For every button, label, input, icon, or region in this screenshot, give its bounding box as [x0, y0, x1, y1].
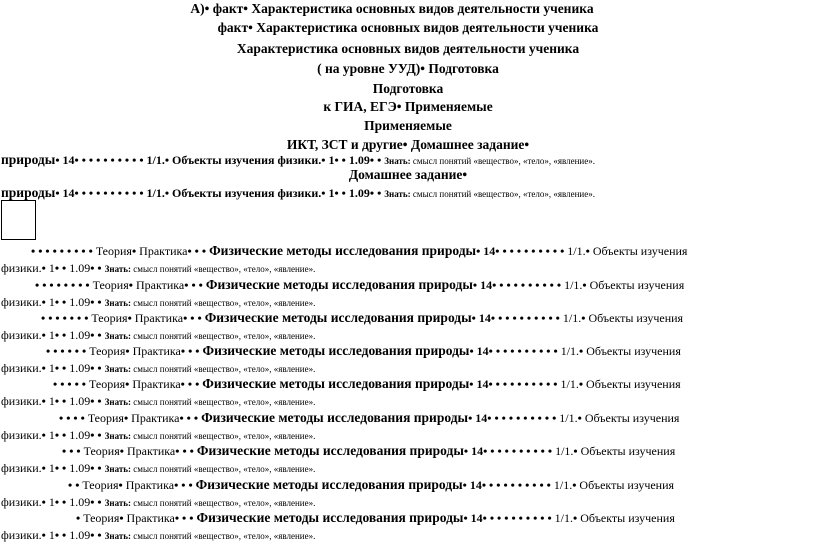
objects-label: Объекты изучения	[580, 511, 675, 525]
hours-count: 14	[469, 478, 482, 492]
lesson-row-line1: • • • • • • • Теория• Практика• • • Физические методы исследования природы• 14• • • • • • • • • • 1/1.• Объекты изучения	[41, 310, 684, 325]
lesson-row-line1: • • • Теория• Практика• • • Физические методы исследования природы• 14• • • • • • • • • • 1/1.• Объекты изучения	[62, 443, 676, 458]
practice-label: Практика	[132, 344, 181, 358]
lead-dots: • • • • • •	[46, 344, 87, 358]
know-note: Знать: смысл понятий «вещество», «тело», «явление».	[384, 156, 595, 166]
lead-dots: • • • • • • • •	[35, 278, 90, 292]
count-one: 1	[48, 328, 55, 342]
count-one: 1	[48, 261, 55, 275]
know-note: Знать: смысл понятий «вещество», «тело», «явление».	[104, 298, 316, 308]
lesson-date: 1.09	[69, 394, 91, 408]
objects-label: Объекты изучения	[584, 411, 680, 425]
lesson-row-line2: физики.• 1• • 1.09• • Знать: смысл понятий «вещество», «тело», «явление».	[1, 495, 316, 509]
practice-label: Практика	[126, 511, 175, 525]
hours-count: 14	[483, 244, 496, 258]
method-title: Физические методы исследования природы	[196, 443, 464, 458]
objects-label: Объекты изучения	[586, 377, 681, 391]
header-line-3: Характеристика основных видов деятельности ученика	[236, 41, 580, 56]
lead-dots: • • •	[62, 444, 81, 458]
physics-label: физики.	[1, 461, 42, 475]
method-title: Физические методы исследования природы	[209, 243, 477, 258]
physics-label: физики.	[1, 261, 42, 275]
lesson-date: 1.09	[69, 528, 91, 542]
physics-label: физики.	[1, 495, 42, 509]
lesson-date: 1.09	[69, 295, 91, 309]
practice-label: Практика	[125, 478, 175, 492]
count-one: 1	[48, 394, 55, 408]
hours-count: 14	[475, 411, 488, 425]
lesson-row-line2: физики.• 1• • 1.09• • Знать: смысл понятий «вещество», «тело», «явление».	[1, 428, 316, 442]
objects-label: Объекты изучения	[588, 311, 684, 325]
empty-frame	[1, 200, 36, 240]
priroda-label: природы	[1, 185, 56, 200]
lesson-row-line1: • Теория• Практика• • • Физические методы исследования природы• 14• • • • • • • • • • 1/1.• Объекты изучения	[76, 510, 675, 525]
lead-dots: •	[76, 511, 81, 525]
lesson-row-line1: • • • • • • Теория• Практика• • • Физические методы исследования природы• 14• • • • • • • • • • 1/1.• Объекты изучения	[46, 343, 681, 358]
objects-label: Объекты изучения	[586, 344, 681, 358]
hours-count: 14	[476, 377, 489, 391]
lesson-fraction: 1/1.	[559, 411, 578, 425]
priroda-line-2	[1, 185, 595, 202]
know-note: Знать: смысл понятий «вещество», «тело», «явление».	[104, 264, 316, 274]
lesson-fraction: 1/1.	[554, 511, 574, 525]
practice-label: Практика	[131, 411, 180, 425]
know-note: Знать: смысл понятий «вещество», «тело», «явление».	[104, 498, 316, 508]
lesson-date: 1.09	[69, 328, 91, 342]
practice-label: Практика	[132, 377, 181, 391]
know-note: Знать: смысл понятий «вещество», «тело», «явление».	[104, 364, 316, 374]
objects-label: Объекты изучения	[580, 444, 676, 458]
practice-label: Практика	[139, 244, 188, 258]
count-one: 1	[48, 361, 55, 375]
lesson-row-line2: физики.• 1• • 1.09• • Знать: смысл понятий «вещество», «тело», «явление».	[1, 295, 316, 309]
lead-dots: • • • •	[59, 411, 85, 425]
practice-label: Практика	[135, 278, 185, 292]
method-title: Физические методы исследования природы	[205, 277, 473, 292]
practice-label: Практика	[134, 311, 184, 325]
priroda-mid: • 14• • • • • • • • • • 1/1.• Объекты изучения физики.• 1• • 1.09• •	[55, 186, 382, 200]
lesson-row-line2: физики.• 1• • 1.09• • Знать: смысл понятий «вещество», «тело», «явление».	[1, 328, 316, 342]
method-title: Физические методы исследования природы	[201, 410, 469, 425]
theory-label: Теория	[83, 511, 120, 525]
hours-count: 14	[480, 278, 493, 292]
priroda-label: природы	[1, 152, 56, 167]
method-title: Физические методы исследования природы	[202, 376, 470, 391]
count-one: 1	[48, 428, 55, 442]
lesson-date: 1.09	[69, 261, 91, 275]
hours-count: 14	[471, 444, 484, 458]
method-title: Физические методы исследования природы	[195, 477, 463, 492]
objects-label: Объекты изучения	[592, 244, 688, 258]
method-title: Физические методы исследования природы	[204, 310, 472, 325]
lesson-date: 1.09	[69, 361, 91, 375]
objects-label: Объекты изучения	[579, 478, 675, 492]
method-title: Физические методы исследования природы	[202, 343, 470, 358]
hours-count: 14	[470, 511, 483, 525]
hours-count: 14	[476, 344, 489, 358]
header-line-4: ( на уровне УУД)• Подготовка	[317, 61, 499, 76]
theory-label: Теория	[92, 278, 129, 292]
lesson-date: 1.09	[69, 428, 91, 442]
lesson-date: 1.09	[69, 495, 91, 509]
priroda-mid: • 14• • • • • • • • • • 1/1.• Объекты изучения физики.• 1• • 1.09• •	[55, 153, 382, 167]
know-note: Знать: смысл понятий «вещество», «тело», «явление».	[384, 189, 595, 199]
lesson-row-line2: физики.• 1• • 1.09• • Знать: смысл понятий «вещество», «тело», «явление».	[1, 361, 316, 375]
hours-count: 14	[478, 311, 491, 325]
lesson-fraction: 1/1.	[564, 278, 583, 292]
theory-label: Теория	[91, 311, 128, 325]
theory-label: Теория	[83, 444, 120, 458]
header-line-8: ИКТ, ЗСТ и другие• Домашнее задание•	[286, 137, 530, 152]
physics-label: физики.	[1, 528, 42, 542]
count-one: 1	[48, 295, 55, 309]
header-line-5: Подготовка	[372, 81, 444, 96]
homework-label: Домашнее задание•	[348, 167, 468, 182]
theory-label: Теория	[87, 411, 124, 425]
lesson-date: 1.09	[69, 461, 91, 475]
header-line-2: факт• Характеристика основных видов деятельности ученика	[217, 20, 599, 35]
lesson-row-line2: физики.• 1• • 1.09• • Знать: смысл понятий «вещество», «тело», «явление».	[1, 261, 316, 275]
objects-label: Объекты изучения	[589, 278, 685, 292]
know-note: Знать: смысл понятий «вещество», «тело», «явление».	[104, 431, 316, 441]
lead-dots: • •	[68, 478, 80, 492]
physics-label: физики.	[1, 328, 42, 342]
lesson-fraction: 1/1.	[555, 444, 574, 458]
count-one: 1	[48, 528, 55, 542]
count-one: 1	[48, 495, 55, 509]
lesson-row-line1: • • • • • • • • Теория• Практика• • • Физические методы исследования природы• 14• • • • • • • • • • 1/1.• Объекты изучения	[35, 277, 685, 292]
physics-label: физики.	[1, 295, 42, 309]
theory-label: Теория	[89, 344, 126, 358]
theory-label: Теория	[89, 377, 126, 391]
lesson-fraction: 1/1.	[553, 478, 573, 492]
header-line-7: Применяемые	[364, 118, 452, 133]
know-note: Знать: смысл понятий «вещество», «тело», «явление».	[104, 464, 316, 474]
theory-label: Теория	[82, 478, 119, 492]
theory-label: Теория	[95, 244, 132, 258]
header-line-6: к ГИА, ЕГЭ• Применяемые	[323, 99, 493, 114]
method-title: Физические методы исследования природы	[196, 510, 464, 525]
lesson-row-line1: • • Теория• Практика• • • Физические методы исследования природы• 14• • • • • • • • • • 1/1.• Объекты изучения	[68, 477, 675, 492]
physics-label: физики.	[1, 428, 42, 442]
lesson-row-line2: физики.• 1• • 1.09• • Знать: смысл понятий «вещество», «тело», «явление».	[1, 461, 316, 475]
physics-label: физики.	[1, 394, 42, 408]
count-one: 1	[48, 461, 55, 475]
physics-label: физики.	[1, 361, 42, 375]
lead-dots: • • • • •	[53, 377, 87, 391]
header-line-1: А)• факт• Характеристика основных видов деятельности ученика	[190, 1, 594, 16]
know-note: Знать: смысл понятий «вещество», «тело», «явление».	[104, 397, 316, 407]
lead-dots: • • • • • • •	[41, 311, 89, 325]
lead-dots: • • • • • • • • •	[31, 244, 93, 258]
know-note: Знать: смысл понятий «вещество», «тело», «явление».	[104, 331, 316, 341]
know-note: Знать: смысл понятий «вещество», «тело», «явление».	[104, 531, 316, 541]
practice-label: Практика	[126, 444, 176, 458]
lesson-row-line1: • • • • • • • • • Теория• Практика• • • Физические методы исследования природы• 14• • • • • • • • • • 1/1.• Объекты изучения	[31, 243, 688, 258]
lesson-fraction: 1/1.	[562, 311, 582, 325]
lesson-fraction: 1/1.	[567, 244, 586, 258]
lesson-row-line1: • • • • • Теория• Практика• • • Физические методы исследования природы• 14• • • • • • • • • • 1/1.• Объекты изучения	[53, 376, 681, 391]
lesson-row-line1: • • • • Теория• Практика• • • Физические методы исследования природы• 14• • • • • • • • • • 1/1.• Объекты изучения	[59, 410, 680, 425]
lesson-fraction: 1/1.	[560, 344, 580, 358]
lesson-row-line2: физики.• 1• • 1.09• • Знать: смысл понятий «вещество», «тело», «явление».	[1, 528, 316, 542]
lesson-row-line2: физики.• 1• • 1.09• • Знать: смысл понятий «вещество», «тело», «явление».	[1, 394, 316, 408]
lesson-fraction: 1/1.	[560, 377, 579, 391]
